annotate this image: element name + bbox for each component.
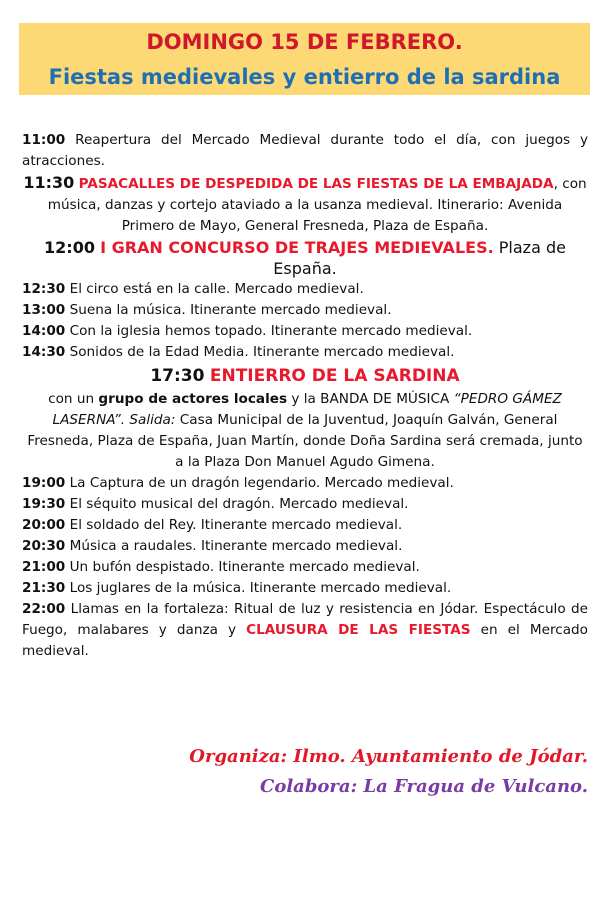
event-time: 17:30 xyxy=(150,366,205,386)
event-title: ENTIERRO DE LA SARDINA xyxy=(209,366,460,386)
schedule-item xyxy=(22,599,588,662)
event-time: 20:00 xyxy=(22,517,66,533)
event-title: CLAUSURA DE LAS FIESTAS xyxy=(246,622,471,638)
page-subtitle: Fiestas medievales y entierro de la sardina xyxy=(48,65,561,89)
schedule-item xyxy=(22,363,588,389)
colabora-line: Colabora: La Fragua de Vulcano. xyxy=(260,776,588,797)
event-text: Plaza de España. xyxy=(273,238,566,278)
event-text: Música a raudales. Itinerante mercado medieval. xyxy=(69,538,403,554)
event-punct: , xyxy=(553,176,558,192)
event-text: Reapertura del Mercado Medieval durante todo el día, con juegos y atracciones. xyxy=(22,132,588,169)
event-time: 21:30 xyxy=(22,580,66,596)
event-text: Sonidos de la Edad Media. Itinerante mercado medieval. xyxy=(69,344,455,360)
event-title: PASACALLES DE DESPEDIDA DE LAS FIESTAS DE LA EMBAJADA xyxy=(78,176,554,192)
page-title: DOMINGO 15 DE FEBRERO. xyxy=(146,30,463,54)
event-text: El séquito musical del dragón. Mercado medieval. xyxy=(69,496,409,512)
organiza-line: Organiza: Ilmo. Ayuntamiento de Jódar. xyxy=(189,746,588,767)
schedule-item xyxy=(22,557,588,578)
schedule-item xyxy=(22,342,588,363)
event-time: 19:00 xyxy=(22,475,66,491)
event-text: El circo está en la calle. Mercado medieval. xyxy=(69,281,364,297)
schedule-item-detail xyxy=(22,389,588,473)
schedule-item xyxy=(22,494,588,515)
event-time: 21:00 xyxy=(22,559,66,575)
header-banner xyxy=(19,23,590,95)
schedule-item xyxy=(22,321,588,342)
event-text: y la BANDA DE MÚSICA xyxy=(291,391,450,407)
schedule xyxy=(22,130,588,662)
event-text: La Captura de un dragón legendario. Mercado medieval. xyxy=(69,475,454,491)
schedule-item xyxy=(22,300,588,321)
event-time: 22:00 xyxy=(22,601,66,617)
event-text: Llamas en la fortaleza: Ritual de luz y resistencia en Jódar. Espectáculo de Fuego, malabares y danza y xyxy=(22,601,588,638)
event-text: con un xyxy=(48,391,95,407)
event-text: Con la iglesia hemos topado. Itinerante mercado medieval. xyxy=(69,323,473,339)
schedule-item xyxy=(22,130,588,172)
event-time: 11:00 xyxy=(22,132,66,148)
event-text: Un bufón despistado. Itinerante mercado medieval. xyxy=(69,559,420,575)
schedule-item xyxy=(22,237,588,279)
event-time: 14:30 xyxy=(22,344,66,360)
event-text: Suena la música. Itinerante mercado medieval. xyxy=(69,302,392,318)
event-time: 13:00 xyxy=(22,302,66,318)
event-time: 11:30 xyxy=(23,173,75,192)
schedule-item xyxy=(22,578,588,599)
event-time: 12:30 xyxy=(22,281,66,297)
event-text: con música, danzas y cortejo ataviado a la usanza medieval. Itinerario: Avenida Primero de Mayo, General Fresneda, Plaza de España. xyxy=(47,176,587,234)
schedule-item xyxy=(22,515,588,536)
event-text: en el Mercado medieval. xyxy=(22,622,588,659)
event-text: Los juglares de la música. Itinerante mercado medieval. xyxy=(69,580,452,596)
event-time: 12:00 xyxy=(44,238,95,257)
event-italic: “PEDRO GÁMEZ LASERNA”. Salida: xyxy=(52,391,562,428)
event-time: 14:00 xyxy=(22,323,66,339)
event-time: 20:30 xyxy=(22,538,66,554)
schedule-item xyxy=(22,536,588,557)
event-time: 19:30 xyxy=(22,496,66,512)
schedule-item xyxy=(22,473,588,494)
schedule-item xyxy=(22,172,588,237)
event-title: I GRAN CONCURSO DE TRAJES MEDIEVALES. xyxy=(100,238,494,257)
event-highlight: grupo de actores locales xyxy=(98,391,288,407)
schedule-item xyxy=(22,279,588,300)
event-text: Casa Municipal de la Juventud, Joaquín Galván, General Fresneda, Plaza de España, Juan Martín, donde Doña Sardina será cremada, junto a la Plaza Don Manuel Agudo Gimena. xyxy=(27,412,583,470)
event-text: El soldado del Rey. Itinerante mercado medieval. xyxy=(69,517,403,533)
